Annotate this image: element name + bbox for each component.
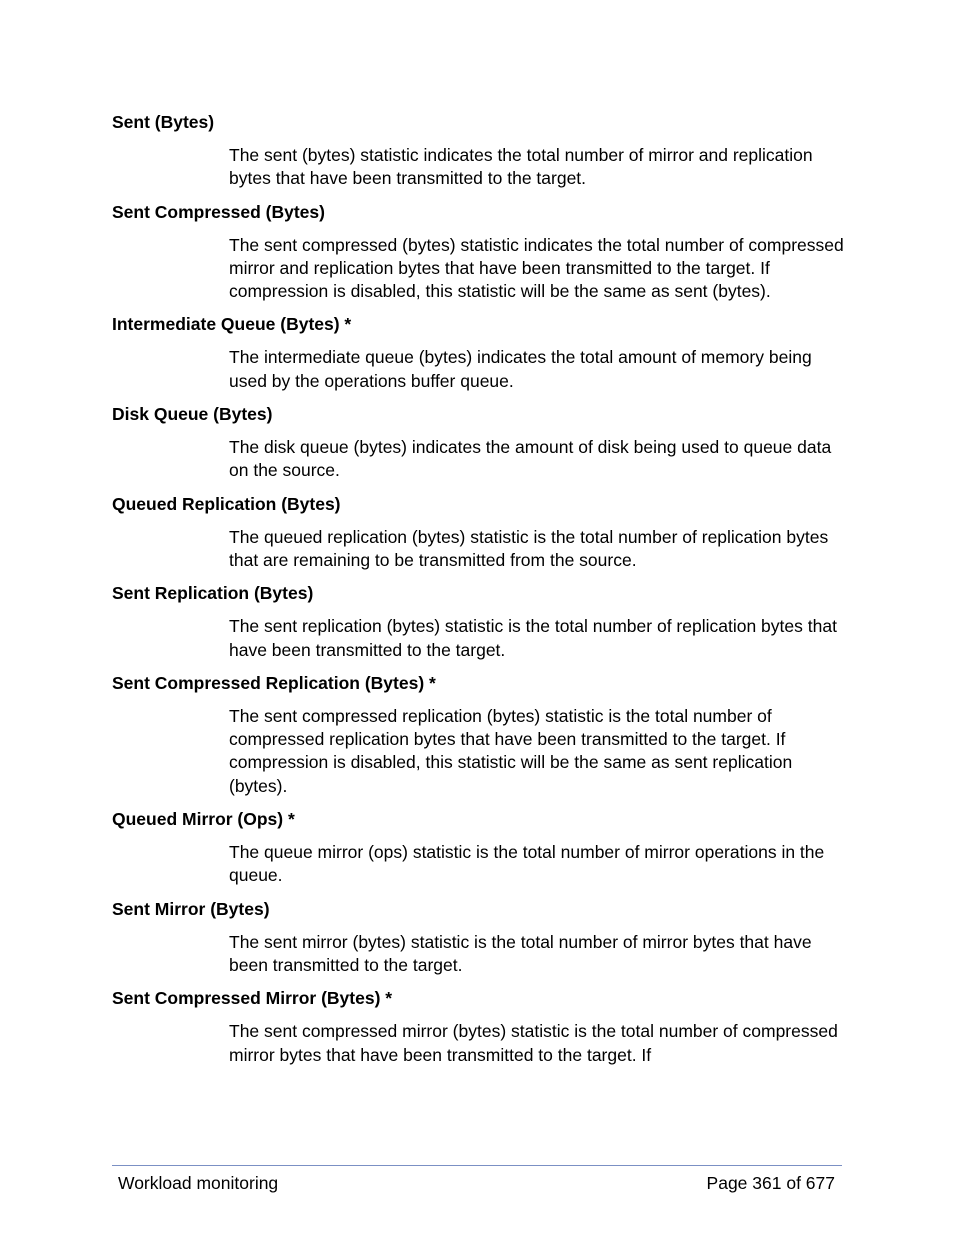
entry-term: Sent Compressed Mirror (Bytes) * — [112, 988, 393, 1009]
entry-definition: The disk queue (bytes) indicates the amount of disk being used to queue data on the source. — [229, 437, 832, 481]
definition-list — [112, 111, 842, 1077]
entry-term: Queued Replication (Bytes) — [112, 493, 341, 514]
entry-term: Sent Replication (Bytes) — [112, 583, 314, 604]
entry-definition: The sent compressed (bytes) statistic indicates the total number of compressed mirror and replication bytes that have been transmitted to the target. If compression is disabled, this statistic will be the same as sent (bytes). — [229, 234, 844, 302]
entry-definition: The sent mirror (bytes) statistic is the total number of mirror bytes that have been transmitted to the target. — [229, 931, 812, 975]
entry-term: Sent Compressed (Bytes) — [112, 201, 325, 222]
entry-term: Queued Mirror (Ops) * — [112, 809, 295, 830]
entry-term: Intermediate Queue (Bytes) * — [112, 314, 352, 335]
entry-definition: The queue mirror (ops) statistic is the total number of mirror operations in the queue. — [229, 842, 825, 886]
entry-term: Sent Mirror (Bytes) — [112, 898, 270, 919]
entry-definition: The sent (bytes) statistic indicates the total number of mirror and replication bytes that have been transmitted to the target. — [229, 145, 813, 189]
entry-definition: The intermediate queue (bytes) indicates the total amount of memory being used by the operations buffer queue. — [229, 347, 812, 391]
entry-definition: The sent compressed mirror (bytes) statistic is the total number of compressed mirror bytes that have been transmitted to the target. If — [229, 1021, 838, 1065]
entry-definition: The queued replication (bytes) statistic is the total number of replication bytes that are remaining to be transmitted from the source. — [229, 526, 829, 570]
entry-definition: The sent replication (bytes) statistic is the total number of replication bytes that have been transmitted to the target. — [229, 616, 837, 660]
entry-term: Sent Compressed Replication (Bytes) * — [112, 672, 436, 693]
footer-page-number: Page 361 of 677 — [706, 1173, 835, 1193]
entry-definition: The sent compressed replication (bytes) statistic is the total number of compressed replication bytes that have been transmitted to the target. If compression is disabled, this statistic will be the same as sent replication (bytes). — [229, 705, 793, 796]
entry-term: Disk Queue (Bytes) — [112, 404, 273, 425]
page-footer — [112, 1165, 842, 1193]
footer-section-title: Workload monitoring — [118, 1173, 279, 1193]
entry-term: Sent (Bytes) — [112, 112, 215, 132]
